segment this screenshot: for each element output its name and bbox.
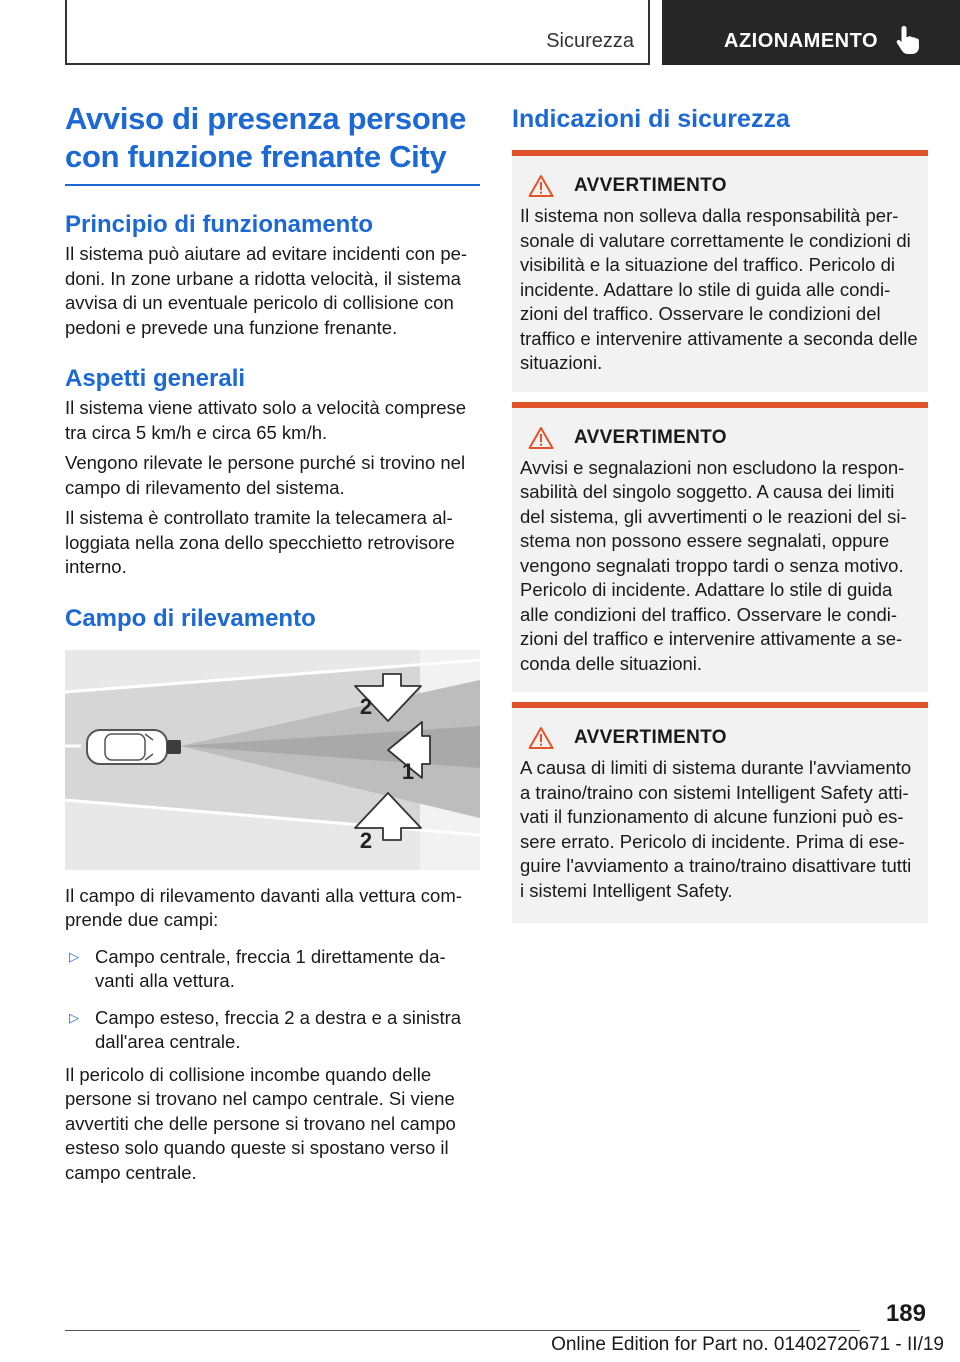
triangle-bullet-icon: ▷	[69, 1009, 79, 1025]
general-heading: Aspetti generali	[65, 365, 246, 392]
left-column	[65, 100, 480, 1185]
list-item-text: Campo esteso, freccia 2 a destra e a sinistra dall'area centrale.	[95, 1006, 462, 1052]
header-chapter-tab	[662, 0, 960, 65]
list-item-text: Campo centrale, freccia 1 direttamente da-vanti alla vettura.	[95, 945, 446, 991]
arrow-center-label: 1	[401, 758, 415, 784]
general-paragraph: Il sistema è controllato tramite la telecamera al-loggiata nella zona dello specchietto retrovisore interno.	[65, 507, 455, 577]
principle-text: Il sistema può aiutare ad evitare incidenti con pe-doni. In zone urbane a ridotta velocità, il sistema avvisa di un eventuale pericolo di collisione con pedoni e prevede una funzione frenante.	[65, 243, 468, 338]
title-underline	[65, 184, 480, 186]
page-title: Avviso di presenza persone con funzione frenante City	[65, 101, 467, 174]
warning-triangle-icon	[528, 726, 554, 750]
safety-heading: Indicazioni di sicurezza	[512, 105, 790, 133]
arrow-top-label: 2	[359, 693, 373, 719]
range-intro: Il campo di rilevamento davanti alla vettura com-prende due campi:	[65, 884, 462, 930]
warning-box	[512, 702, 928, 923]
right-column	[512, 100, 928, 923]
warning-box	[512, 402, 928, 693]
edition-note: Online Edition for Part no. 01402720671 - II/19	[551, 1334, 944, 1355]
header-chapter-label: AZIONAMENTO	[724, 30, 879, 52]
header-section-label: Sicurezza	[546, 30, 634, 52]
warning-text: A causa di limiti di sistema durante l'avviamento a traino/traino con sistemi Intelligent Safety atti-vati il funzionamento di alcune funzioni può es-sere errato. Pericolo di incidente. Prima di ese-guire l'avviamento a traino/traino disattivare tutti i sistemi Intelligent Safety.	[520, 757, 912, 901]
range-heading: Campo di rilevamento	[65, 604, 316, 632]
warning-title: AVVERTIMENTO	[574, 426, 727, 448]
warning-text: Avvisi e segnalazioni non escludono la respon-sabilità del singolo soggetto. A causa dei limiti del sistema, gli avvertimenti o le reazioni del si-stema non possono essere segnalati, oppure vengono segnalati troppo tardi o senza motivo. Pericolo di incidente. Adattare lo stile di guida alle condizioni del traffico. Osservare le condi-zioni del traffico e intervenire attivamente a se-conda delle situazioni.	[520, 456, 907, 674]
warning-text: Il sistema non solleva dalla responsabilità per-sonale di valutare correttamente le condizioni di visibilità e la situazione del traffico. Pericolo di incidente. Adattare lo stile di guida alle condi-zioni del traffico. Osservare le condizioni del traffico e intervenire attivamente a seconda delle situazioni.	[520, 205, 918, 373]
warning-triangle-icon	[528, 426, 554, 450]
page-number: 189	[885, 1300, 926, 1327]
footer-divider	[65, 1330, 860, 1331]
warning-title: AVVERTIMENTO	[574, 727, 727, 748]
arrow-bottom-label: 2	[359, 827, 373, 853]
warning-title: AVVERTIMENTO	[574, 175, 727, 196]
detection-range-diagram	[65, 650, 480, 870]
warning-triangle-icon	[528, 174, 554, 198]
principle-heading: Principio di funzionamento	[65, 211, 373, 238]
header-section-tab	[65, 0, 650, 65]
list-item	[65, 945, 480, 994]
warning-box	[512, 150, 928, 392]
general-paragraph: Vengono rilevate le persone purché si trovino nel campo di rilevamento del sistema.	[65, 452, 466, 498]
list-item	[65, 1006, 480, 1055]
hand-pointer-icon	[894, 24, 924, 56]
triangle-bullet-icon: ▷	[69, 948, 79, 964]
range-outro: Il pericolo di collisione incombe quando delle persone si trovano nel campo centrale. Si viene avvertiti che delle persone si trovano nel campo esteso solo quando queste si spostano verso il campo centrale.	[65, 1063, 456, 1183]
general-paragraph: Il sistema viene attivato solo a velocità comprese tra circa 5 km/h e circa 65 km/h.	[65, 397, 467, 443]
detection-range-figure	[65, 650, 480, 870]
